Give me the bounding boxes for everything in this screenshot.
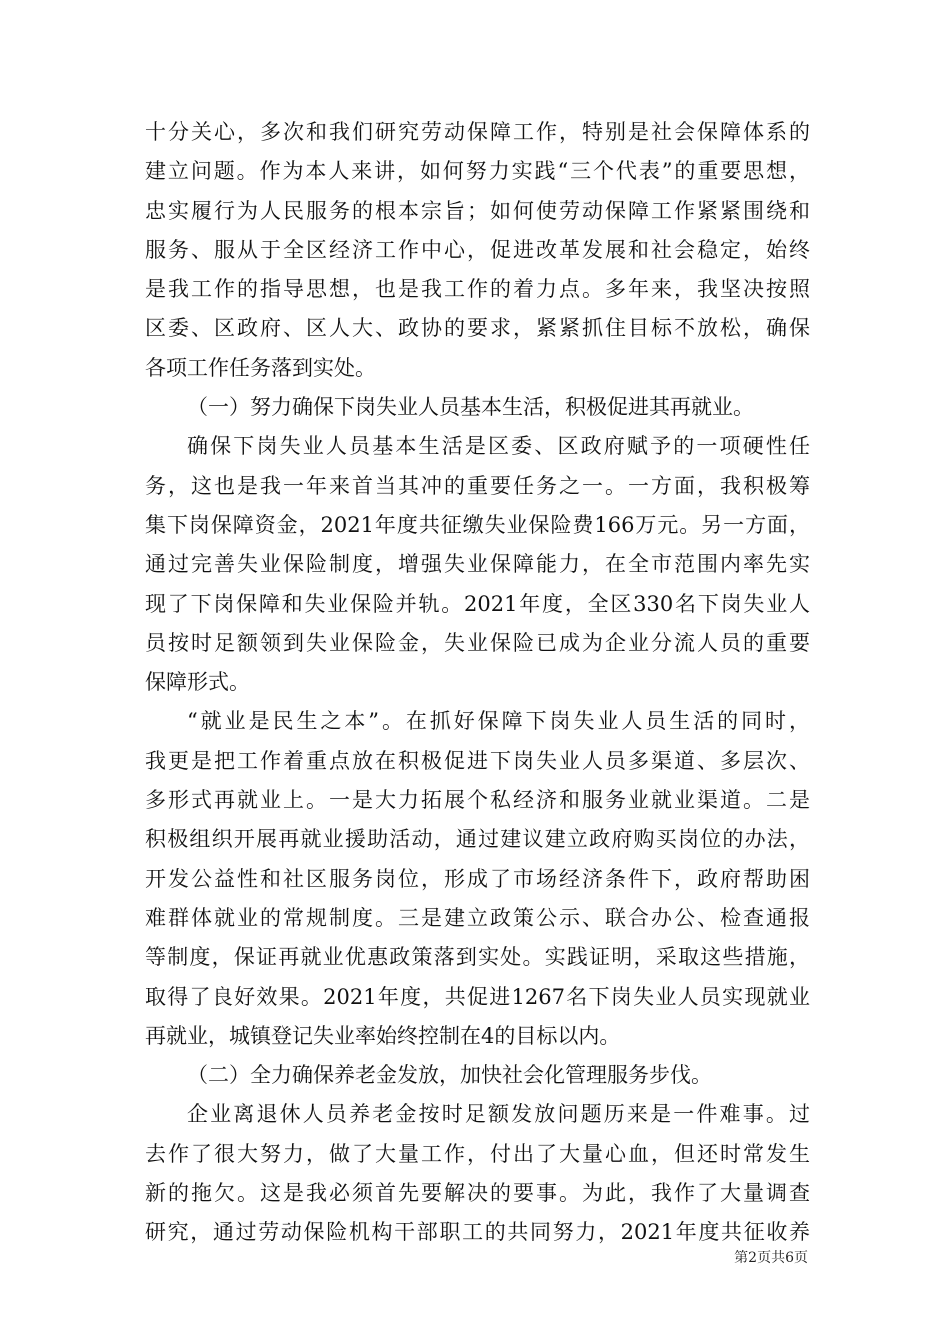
paragraph-line: 我更是把工作着重点放在积极促进下岗失业人员多渠道、多层次、 (145, 748, 810, 773)
paragraph-line: 开发公益性和社区服务岗位，形成了市场经济条件下，政府帮助困 (145, 866, 810, 891)
paragraph-line: 十分关心，多次和我们研究劳动保障工作，特别是社会保障体系的 (145, 120, 810, 144)
paragraph-line: 企业离退休人员养老金按时足额发放问题历来是一件难事。过 (187, 1102, 810, 1127)
paragraph-line: 取得了良好效果。2021年度，共促进1267名下岗失业人员实现就业 (145, 984, 810, 1009)
paragraph-line: 是我工作的指导思想，也是我工作的着力点。多年来，我坚决按照 (145, 277, 810, 302)
paragraph-line: 再就业，城镇登记失业率始终控制在4的目标以内。 (145, 1023, 621, 1048)
paragraph-line: 等制度，保证再就业优惠政策落到实处。实践证明，采取这些措施， (145, 945, 810, 970)
section-heading: （二）全力确保养老金发放，加快社会化管理服务步伐。 (187, 1063, 712, 1088)
page-number-footer: 第2页共6页 (734, 1250, 808, 1266)
paragraph-line: 去作了很大努力，做了大量工作，付出了大量心血，但还时常发生 (145, 1141, 810, 1166)
paragraph-line: 新的拖欠。这是我必须首先要解决的要事。为此，我作了大量调查 (145, 1181, 810, 1206)
paragraph-line: 通过完善失业保险制度，增强失业保障能力，在全市范围内率先实 (145, 552, 810, 577)
paragraph-line: 建立问题。作为本人来讲，如何努力实践“三个代表”的重要思想， (145, 159, 810, 184)
paragraph-line: 确保下岗失业人员基本生活是区委、区政府赋予的一项硬性任 (187, 434, 810, 459)
paragraph-line: 现了下岗保障和失业保险并轨。2021年度，全区330名下岗失业人 (145, 591, 810, 616)
paragraph-line: 区委、区政府、区人大、政协的要求，紧紧抓住目标不放松，确保 (145, 316, 810, 341)
document-body (145, 113, 810, 1253)
paragraph-line: 务，这也是我一年来首当其冲的重要任务之一。一方面，我积极筹 (145, 473, 810, 498)
paragraph-line: 难群体就业的常规制度。三是建立政策公示、联合办公、检查通报 (145, 905, 810, 930)
paragraph-line: “就业是民生之本”。在抓好保障下岗失业人员生活的同时， (187, 709, 810, 734)
paragraph-line: 集下岗保障资金，2021年度共征缴失业保险费166万元。另一方面， (145, 512, 810, 537)
paragraph-line: 积极组织开展再就业援助活动，通过建议建立政府购买岗位的办法， (145, 827, 810, 852)
paragraph-line: 保障形式。 (145, 670, 250, 695)
paragraph-line: 服务、服从于全区经济工作中心，促进改革发展和社会稳定，始终 (145, 237, 810, 262)
paragraph-line: 忠实履行为人民服务的根本宗旨；如何使劳动保障工作紧紧围绕和 (145, 198, 810, 223)
paragraph-line: 多形式再就业上。一是大力拓展个私经济和服务业就业渠道。二是 (145, 788, 810, 813)
section-heading: （一）努力确保下岗失业人员基本生活，积极促进其再就业。 (187, 395, 754, 420)
paragraph-line: 研究，通过劳动保险机构干部职工的共同努力，2021年度共征收养 (145, 1220, 810, 1245)
paragraph-line: 各项工作任务落到实处。 (145, 355, 376, 380)
paragraph-line: 员按时足额领到失业保险金，失业保险已成为企业分流人员的重要 (145, 630, 810, 655)
